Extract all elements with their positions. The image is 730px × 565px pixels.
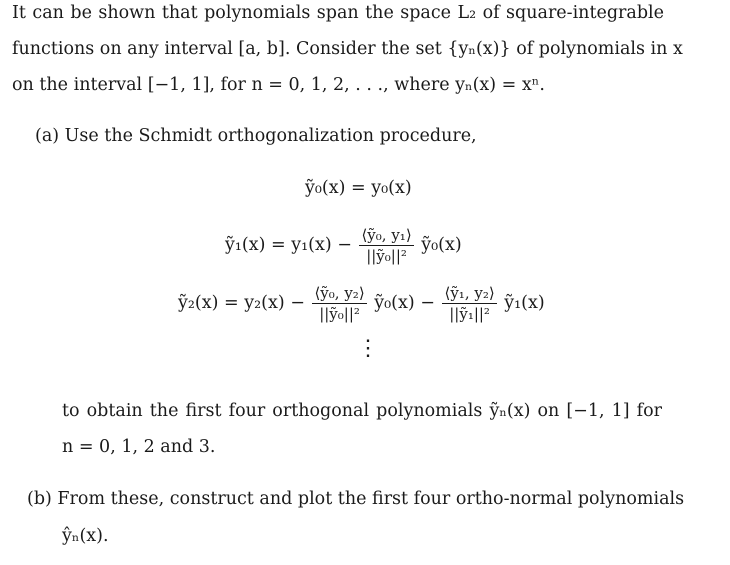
equation-y2-fraction-1: [312, 284, 366, 323]
fraction-denominator: ||ỹ₀||²: [319, 305, 360, 323]
equation-y2-mid: ỹ₀(x) −: [374, 293, 435, 313]
equation-y1-lhs: ỹ₁(x) = y₁(x) −: [225, 235, 352, 255]
equation-y1-tail: ỹ₀(x): [421, 235, 462, 255]
part-b-line-2: ŷₙ(x).: [62, 526, 109, 546]
fraction-denominator: ||ỹ₁||²: [449, 305, 490, 323]
equation-y0: [305, 178, 412, 198]
equation-y2-tail: ỹ₁(x): [504, 293, 545, 313]
part-a-heading: (a) Use the Schmidt orthogonalization procedure,: [35, 126, 477, 146]
equation-y1: [225, 226, 462, 265]
equation-y1-fraction: [359, 226, 413, 265]
fraction-numerator: ⟨ỹ₀, y₁⟩: [361, 226, 412, 244]
part-b-line-1: (b) From these, construct and plot the first four ortho-normal polynomials: [27, 489, 685, 509]
equation-y2-lhs: ỹ₂(x) = y₂(x) −: [178, 293, 305, 313]
intro-line-2: functions on any interval [a, b]. Consider the set {yₙ(x)} of polynomials in x: [12, 39, 683, 59]
equation-y2-fraction-2: [442, 284, 496, 323]
intro-line-1: It can be shown that polynomials span the space L₂ of square-integrable: [12, 3, 664, 23]
vertical-ellipsis: ⋮: [357, 336, 379, 361]
intro-line-3: on the interval [−1, 1], for n = 0, 1, 2, . . ., where yₙ(x) = xⁿ.: [12, 75, 545, 95]
equation-y0-text: ỹ₀(x) = y₀(x): [305, 178, 412, 198]
part-a-instruction-line-1: to obtain the first four orthogonal polynomials ỹₙ(x) on [−1, 1] for: [62, 401, 662, 421]
part-a-instruction-line-2: n = 0, 1, 2 and 3.: [62, 437, 216, 457]
equation-y2: [178, 284, 545, 323]
fraction-numerator: ⟨ỹ₁, y₂⟩: [444, 284, 495, 302]
fraction-denominator: ||ỹ₀||²: [366, 247, 407, 265]
fraction-numerator: ⟨ỹ₀, y₂⟩: [314, 284, 365, 302]
